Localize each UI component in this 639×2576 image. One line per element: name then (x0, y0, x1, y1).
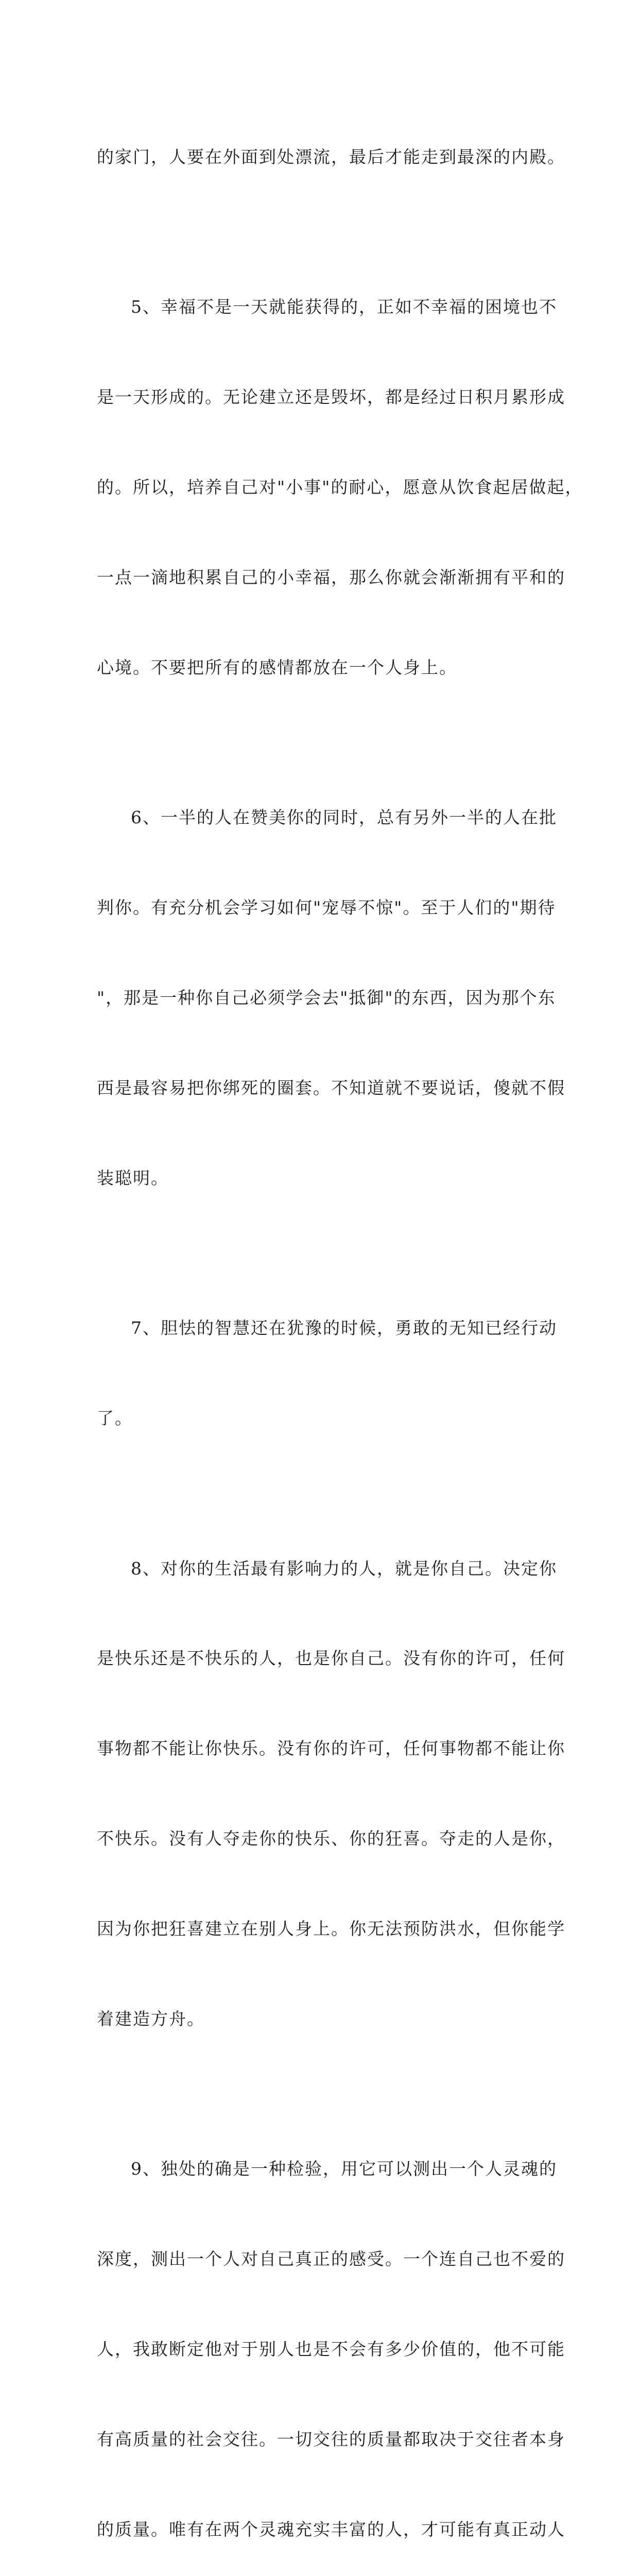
body-text (97, 82, 583, 2576)
text-line: 一点一滴地积累自己的小幸福，那么你就会渐渐拥有平和的 (97, 567, 565, 587)
text-line: 是快乐还是不快乐的人，也是你自己。没有你的许可，任何 (97, 1648, 565, 1669)
text-line: 的。所以，培养自己对"小事"的耐心，愿意从饮食起居做起， (97, 477, 583, 497)
paragraph-7 (97, 1253, 557, 1494)
text-line: 不快乐。没有人夺走你的快乐、你的狂喜。夺走的人是你， (97, 1828, 565, 1849)
text-line: 着建造方舟。 (97, 2009, 205, 2029)
paragraph-continuation (97, 82, 565, 232)
paragraph-8 (97, 1494, 565, 2094)
text-line: 6、一半的人在赞美你的同时，总有另外一半的人在批 (131, 807, 557, 828)
text-line: 事物都不能让你快乐。没有你的许可，任何事物都不能让你 (97, 1738, 565, 1759)
text-line: 5、幸福不是一天就能获得的，正如不幸福的困境也不 (131, 297, 557, 317)
text-line: 心境。不要把所有的感情都放在一个人身上。 (97, 657, 457, 677)
text-line: 了。 (97, 1408, 133, 1429)
text-line: 的家门，人要在外面到处漂流，最后才能走到最深的内殿。 (97, 146, 565, 167)
text-line: 装聪明。 (97, 1167, 169, 1188)
text-line: 8、对你的生活最有影响力的人，就是你自己。决定你 (131, 1558, 557, 1579)
text-line: 7、胆怯的智慧还在犹豫的时候，勇敢的无知已经行动 (131, 1318, 557, 1338)
text-line: 西是最容易把你绑死的圈套。不知道就不要说话，傻就不假 (97, 1077, 565, 1098)
text-line: 9、独处的确是一种检验，用它可以测出一个人灵魂的 (131, 2159, 557, 2179)
paragraph-9 (97, 2094, 565, 2576)
text-line: 有高质量的社会交往。一切交往的质量都取决于交往者本身 (97, 2429, 565, 2450)
text-line: "，那是一种你自己必须学会去"抵御"的东西，因为那个东 (97, 987, 556, 1008)
text-line: 人，我敢断定他对于别人也是不会有多少价值的，他不可能 (97, 2339, 565, 2360)
text-line: 因为你把狂喜建立在别人身上。你无法预防洪水，但你能学 (97, 1919, 565, 1939)
paragraph-6 (97, 743, 565, 1253)
text-line: 深度，测出一个人对自己真正的感受。一个连自己也不爱的 (97, 2249, 565, 2269)
text-line: 判你。有充分机会学习如何"宠辱不惊"。至于人们的"期待 (97, 897, 556, 918)
text-line: 的质量。唯有在两个灵魂充实丰富的人，才可能有真正动人 (97, 2519, 565, 2540)
text-line: 是一天形成的。无论建立还是毁坏，都是经过日积月累形成 (97, 386, 565, 407)
paragraph-5 (97, 232, 583, 742)
